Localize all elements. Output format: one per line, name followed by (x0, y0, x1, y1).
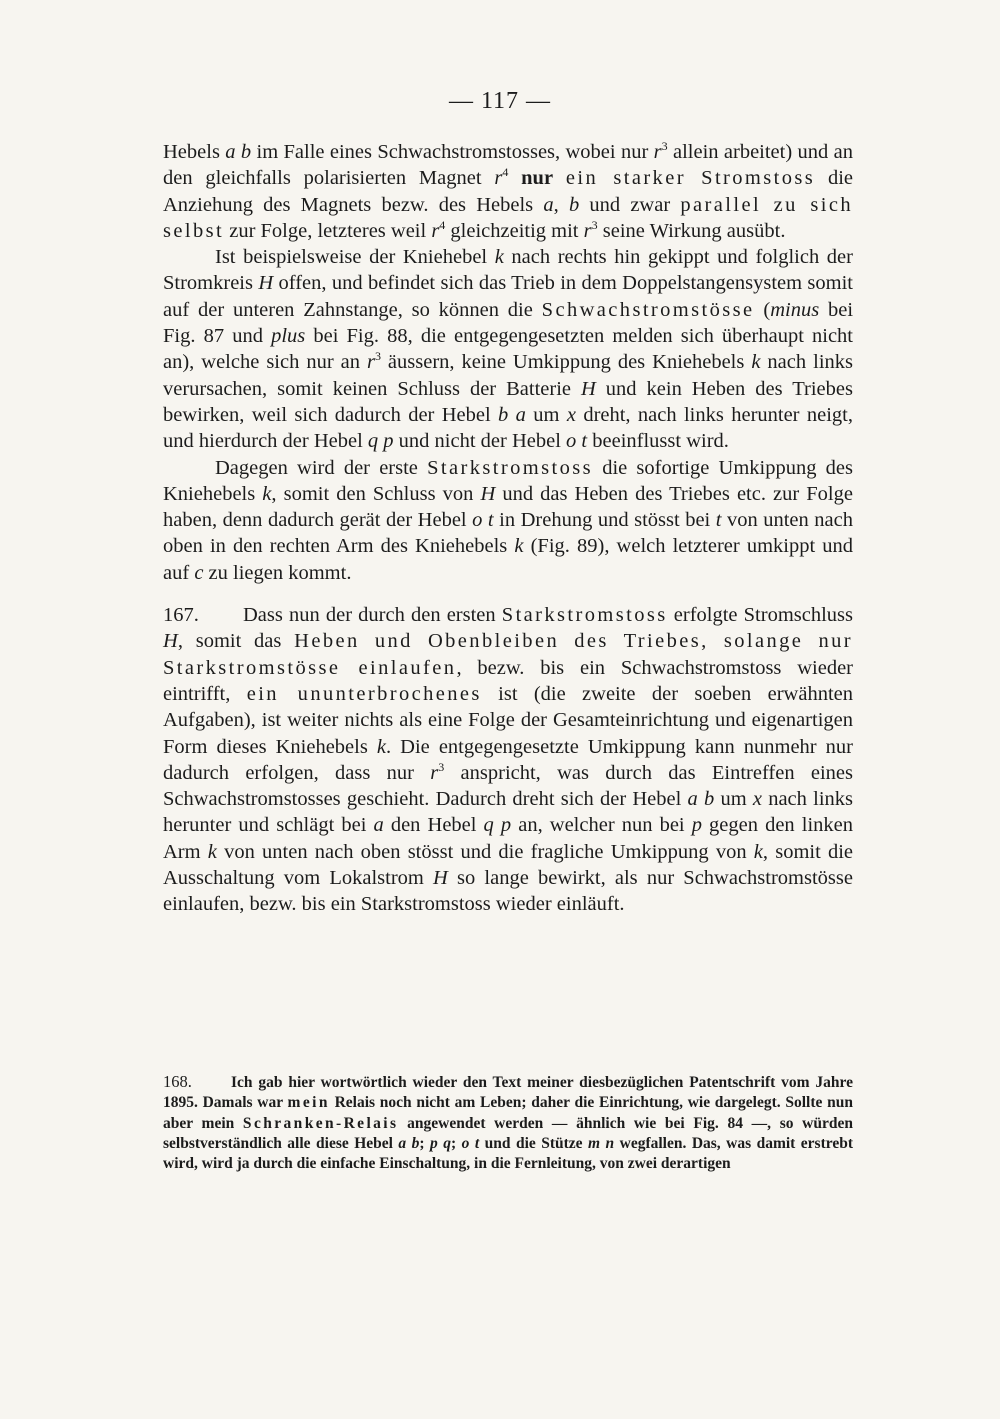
text-it: r (431, 219, 440, 242)
text-run: ist (die zweite der soeben erwähnten Aufgaben), ist weiter nichts als eine Folge der Gesamteinrichtung und eigenartigen Form dieses Kniehebels (163, 682, 853, 758)
text-run: beeinflusst wird. (587, 430, 729, 453)
text-it: o t (566, 430, 588, 453)
text-it: q p (483, 814, 512, 837)
text-run: den Hebel (383, 814, 484, 837)
text-run: Ist beispielsweise der Kniehebel (215, 246, 495, 269)
text-run: und nicht der Hebel (393, 430, 567, 453)
text-run: seine Wirkung ausübt. (597, 219, 786, 242)
text-run: Hebels (163, 141, 226, 163)
text-it: a (543, 193, 554, 216)
text-sp: Schwachstromstösse (541, 298, 755, 321)
text-it: o t (461, 1134, 480, 1152)
text-run: so lange bewirkt, als nur Schwachstromstösse einlaufen, bezw. bis ein Starkstromstoss wieder einläuft. (163, 867, 853, 916)
text-sup: 4 (439, 217, 446, 232)
text-it: a b (398, 1134, 420, 1152)
text-sup: 3 (438, 759, 445, 774)
text-it: b (568, 193, 580, 216)
text-sp: mein (287, 1094, 330, 1112)
footnote-number: 168. (163, 1072, 192, 1091)
text-run: Ich gab hier wortwörtlich wieder den Text meiner diesbezüglichen Patentschrift vom Jahre 1895. Damals war (163, 1074, 853, 1112)
text-run: Dass nun der durch den ersten (243, 604, 502, 627)
text-it: k (753, 840, 763, 863)
text-run: in Drehung und stösst bei (493, 509, 716, 532)
text-run: die sofortige Umkippung des Kniehebels (163, 456, 853, 505)
text-sp: ein ununterbrochenes (246, 682, 482, 705)
text-it: minus (770, 298, 820, 321)
text-sup: 3 (661, 139, 668, 153)
text-it: r (653, 141, 662, 163)
text-it: b a (498, 403, 526, 426)
text-run: und die Stütze (479, 1134, 589, 1152)
text-it: k (262, 482, 272, 505)
text-it: a (373, 814, 384, 837)
text-run (508, 167, 521, 189)
text-run: angewendet werden — ähnlich wie bei Fig. 84 —, so würden selbstverständlich alle diese Hebel (163, 1114, 853, 1152)
text-run: , somit den Schluss von (271, 482, 481, 505)
text-it: H (163, 630, 178, 653)
text-run: wegfallen. Das, was damit erstrebt wird, wird ja durch die einfache Einschaltung, in die Fernleitung, von zwei derartigen (163, 1134, 854, 1173)
text-sp: parallel zu sich selbst (163, 193, 854, 242)
text-run: von unten nach oben in den rechten Arm des Kniehebels (163, 509, 853, 558)
text-b: nur (521, 167, 554, 190)
paragraph (163, 244, 853, 454)
page-number: — 117 — (448, 88, 552, 114)
text-it: r (583, 219, 592, 242)
text-run: , somit das (177, 630, 295, 653)
text-run: gleichzeitig mit (445, 219, 584, 242)
text-it: q p (367, 430, 394, 453)
text-run: und zwar (579, 193, 681, 216)
text-it: p (691, 814, 702, 837)
text-run: ( (754, 298, 771, 321)
text-run (553, 167, 566, 189)
text-it: x (566, 403, 576, 426)
text-run: . Die entgegengesetzte Umkippung kann nunmehr nur dadurch erfolgen, dass nur (163, 735, 853, 784)
text-run: an, welcher nun bei (511, 814, 692, 837)
text-it: r (494, 167, 503, 190)
text-it: k (207, 840, 217, 863)
text-run: anspricht, was durch das Eintreffen eines Schwachstromstosses geschieht. Dadurch dreht sich der Hebel (163, 761, 854, 811)
text-run: erfolgte Stromschluss (667, 604, 853, 627)
text-sup: 3 (591, 217, 598, 232)
text-it: m n (588, 1134, 615, 1152)
text-run: allein arbeitet) und an den gleichfalls polarisierten Magnet (163, 141, 854, 190)
text-run: ; (450, 1134, 462, 1152)
text-run: bei Fig. 88, die entgegengesetzten melden sich überhaupt nicht an), welche sich nur an (163, 325, 853, 374)
text-run: , (553, 193, 569, 216)
text-it: c (194, 561, 204, 584)
text-it: k (514, 535, 524, 558)
text-run: nach links herunter und schlägt bei (163, 788, 853, 837)
text-it: H (480, 482, 496, 505)
text-run: von unten nach oben stösst und die fragliche Umkippung von (216, 840, 754, 863)
text-run: zu liegen kommt. (203, 561, 352, 584)
paragraph (163, 602, 853, 918)
text-it: t (715, 509, 722, 532)
text-run: im Falle eines Schwachstromstosses, wobei nur (251, 141, 654, 163)
text-sp: ein starker Stromstoss (565, 167, 816, 190)
text-run: (Fig. 89), welch letzterer umkippt und auf (163, 535, 853, 584)
text-it: H (580, 377, 596, 400)
text-run: um (714, 788, 753, 811)
text-it: a b (687, 788, 715, 811)
text-run: bei Fig. 87 und (163, 298, 854, 348)
text-run: nach rechts hin gekippt und folglich der Stromkreis (163, 246, 853, 295)
text-it: plus (271, 325, 306, 348)
text-it: r (430, 761, 439, 784)
paragraph (163, 139, 853, 244)
footnote-paragraph (163, 1072, 853, 1174)
text-run: offen, und befindet sich das Trieb in dem Doppelstangensystem somit auf der unteren Zahnstange, so können die (163, 272, 853, 321)
text-run: Relais noch nicht am Leben; daher die Einrichtung, wie dargelegt. Sollte nun aber mein (163, 1094, 853, 1132)
text-it: r (366, 351, 375, 374)
text-run: , somit die Ausschaltung vom Lokalstrom (163, 840, 854, 890)
text-sup: 4 (502, 165, 509, 180)
text-run: und kein Heben des Triebes bewirken, weil sich dadurch der Hebel (163, 377, 853, 426)
text-it: a b (225, 141, 252, 163)
text-it: k (376, 735, 386, 758)
text-sp: Starkstromstoss (501, 604, 668, 627)
text-run: und das Heben des Triebes etc. zur Folge haben, denn dadurch gerät der Hebel (163, 482, 853, 532)
text-it: o t (472, 509, 494, 532)
text-sp: Heben und Obenbleiben des Triebes, solange nur Starkstromstösse einlaufen (163, 630, 853, 679)
text-it: x (752, 788, 762, 811)
text-run: zur Folge, letzteres weil (224, 219, 432, 242)
text-run: , bezw. bis ein Schwachstromstoss wieder eintrifft, (163, 656, 853, 705)
paragraph-number: 167. (163, 604, 199, 627)
text-run: die Anziehung des Magnets bezw. des Hebels (163, 167, 854, 216)
text-it: k (751, 351, 761, 374)
text-run: Dagegen wird der erste (215, 456, 428, 479)
text-it: H (258, 272, 274, 295)
text-sp: Schranken-Relais (242, 1114, 399, 1132)
text-run: dreht, nach links herunter neigt, und hierdurch der Hebel (163, 403, 853, 453)
text-sup: 3 (374, 349, 381, 364)
body-text (163, 139, 853, 918)
paragraph (163, 455, 853, 586)
text-run: nach links verursachen, somit keinen Schluss der Batterie (163, 351, 853, 400)
text-it: k (494, 246, 504, 269)
text-run: gegen den linken Arm (163, 814, 853, 863)
text-run: äussern, keine Umkippung des Kniehebels (380, 351, 752, 374)
text-it: H (433, 867, 448, 890)
text-it: p q (430, 1134, 451, 1152)
text-run: ; (419, 1134, 431, 1152)
text-run: um (525, 403, 567, 426)
text-sp: Starkstromstoss (427, 456, 593, 479)
